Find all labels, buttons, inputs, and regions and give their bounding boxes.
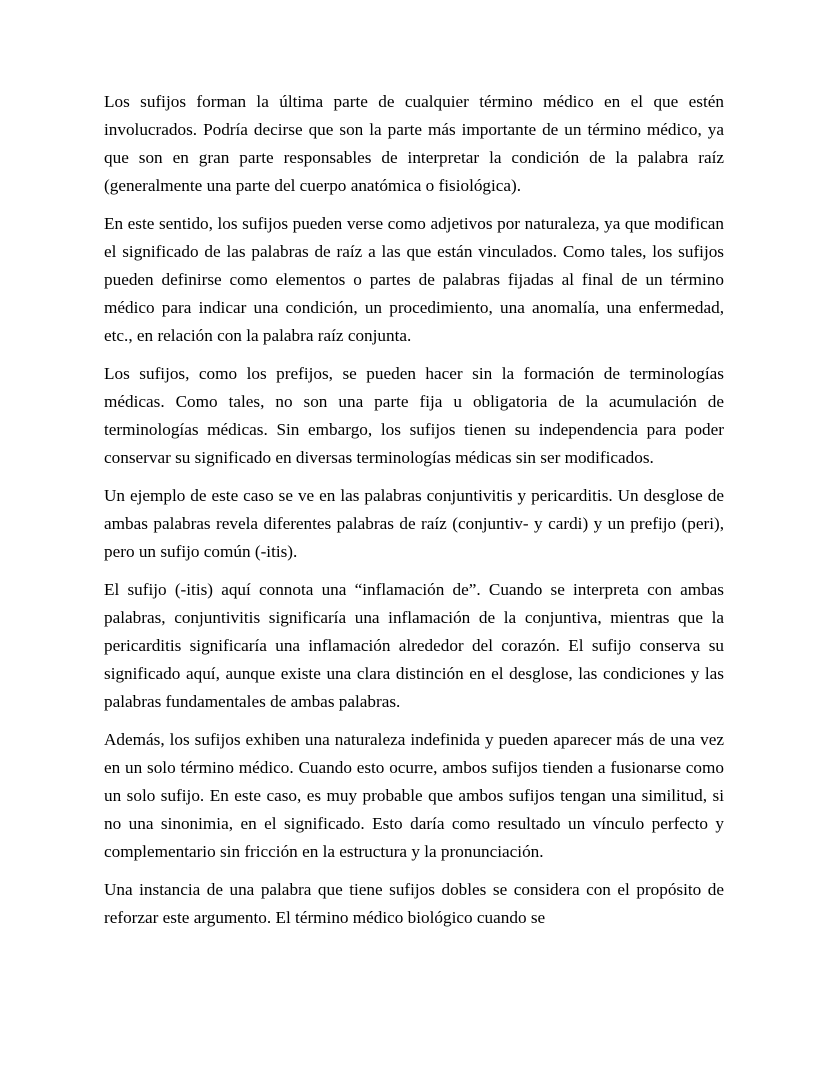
paragraph-4: Un ejemplo de este caso se ve en las palabras conjuntivitis y pericarditis. Un desglose de ambas palabras revela diferentes palabras de raíz (conjuntiv- y cardi) y un prefijo (peri), pero un sufijo común (-itis). (104, 486, 724, 561)
paragraph-1: Los sufijos forman la última parte de cualquier término médico en el que estén involucrados. Podría decirse que son la parte más importante de un término médico, ya que son en gran parte responsables de interpretar la condición de la palabra raíz (generalmente una parte del cuerpo anatómica o fisiológica). (104, 92, 724, 195)
document-body (104, 88, 724, 932)
paragraph-3: Los sufijos, como los prefijos, se pueden hacer sin la formación de terminologías médicas. Como tales, no son una parte fija u obligatoria de la acumulación de terminologías médicas. Sin embargo, los sufijos tienen su independencia para poder conservar su significado en diversas terminologías médicas sin ser modificados. (104, 364, 724, 467)
paragraph-6: Además, los sufijos exhiben una naturaleza indefinida y pueden aparecer más de una vez en un solo término médico. Cuando esto ocurre, ambos sufijos tienden a fusionarse como un solo sufijo. En este caso, es muy probable que ambos sufijos tengan una similitud, si no una sinonimia, en el significado. Esto daría como resultado un vínculo perfecto y complementario sin fricción en la estructura y la pronunciación. (104, 730, 724, 861)
paragraph-5: El sufijo (-itis) aquí connota una “inflamación de”. Cuando se interpreta con ambas palabras, conjuntivitis significaría una inflamación de la conjuntiva, mientras que la pericarditis significaría una inflamación alrededor del corazón. El sufijo conserva su significado aquí, aunque existe una clara distinción en el desglose, las condiciones y las palabras fundamentales de ambas palabras. (104, 580, 724, 711)
paragraph-2: En este sentido, los sufijos pueden verse como adjetivos por naturaleza, ya que modifican el significado de las palabras de raíz a las que están vinculados. Como tales, los sufijos pueden definirse como elementos o partes de palabras fijadas al final de un término médico para indicar una condición, un procedimiento, una anomalía, una enfermedad, etc., en relación con la palabra raíz conjunta. (104, 214, 724, 345)
paragraph-7: Una instancia de una palabra que tiene sufijos dobles se considera con el propósito de reforzar este argumento. El término médico biológico cuando se (104, 880, 724, 927)
